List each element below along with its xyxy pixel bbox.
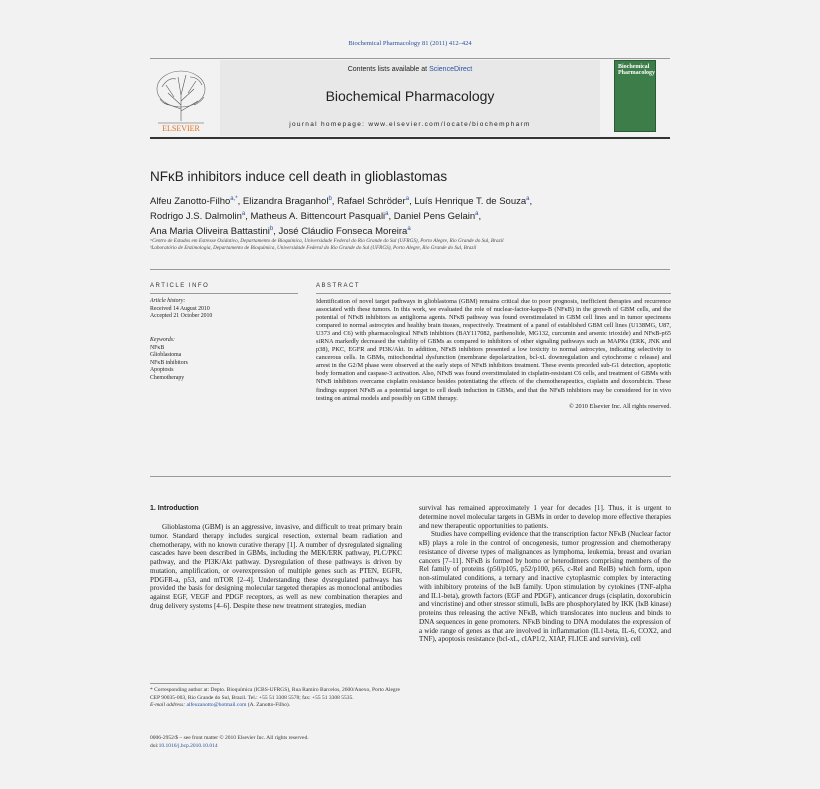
doi-link[interactable]: 10.1016/j.bcp.2010.10.014 (158, 742, 218, 749)
paper-title: NFκB inhibitors induce cell death in glioblastomas (150, 169, 448, 184)
author-separator: , (529, 196, 533, 208)
author-separator: , (409, 196, 415, 208)
abstract-bottom-rule (150, 476, 671, 477)
front-matter-notes (150, 735, 402, 750)
abstract-copyright: © 2010 Elsevier Inc. All rights reserved. (568, 402, 671, 410)
article-info-heading: ARTICLE INFO (150, 283, 210, 289)
journal-cover-title: Biochemical Pharmacology (618, 64, 655, 76)
contents-prefix: Contents lists available at (347, 66, 430, 73)
issn-line: 0006-2952/$ – see front matter © 2010 Elsevier Inc. All rights reserved. (150, 735, 309, 741)
journal-citation-line: Biochemical Pharmacology 81 (2011) 412–424 (348, 40, 472, 47)
sciencedirect-link[interactable]: ScienceDirect (429, 66, 473, 73)
author-separator: , (331, 196, 338, 208)
author-affiliation-marker[interactable]: a (405, 196, 410, 202)
author-name: Ana Maria Oliveira Battastini (150, 226, 270, 238)
affiliation-rule (150, 269, 670, 270)
abstract-text: Identification of novel target pathways in glioblastoma (GBM) remains critical due to poor prognosis, inefficient therapies and recurrence associated with these tumors. In this work, we evaluated the role of nuclear-factor-kappa-B (NFκB) in the growth of GBM cells, and the potential of NFκB inhibitors as antiglioma agents. NFκB pathway was found overstimulated in GBM cell lines and in tumor specimens compared to normal astrocytes and healthy brain tissues, respectively. Treatment of a panel of established GBM cell lines (U138MG, U87, U373 and C6) with pharmacological NFκB inhibitors (BAY117082, parthenolide, MG132, curcumin and arsenic trioxide) and NFκB-p65 siRNA markedly decreased the viability of GBMs as compared to inhibitors of other signaling pathways such as MAPKs (ERK, JNK and p38), PKC, EGFR and PI3K/Akt. In addition, NFκB inhibitors presented a low toxicity to normal astrocytes, indicating selectivity to cancerous cells. In GBMs, mitochondrial dysfunction (membrane depolarization, bcl-xL downregulation and cytochrome c release) and arrest in the G2/M phase were observed at the early steps of NFκB inhibitors treatment. These events preceded sub-G1 detection, apoptotic body formation and caspase-3 activation. Also, NFκB was found overstimulated in cisplatin-resistant C6 cells, and treatment of GBMs with NFκB inhibitors overcame cisplatin resistance besides potentiating the effects of the chemotherapeutics, cisplatin and doxorubicin. These findings support NFκB as a potential target to cell death induction in GBMs, and that the NFκB inhibitors may be considered for in vivo testing on animal models and possibly on GBM therapy. (316, 298, 671, 402)
author-separator: , (388, 211, 394, 223)
introduction-heading: 1. Introduction (150, 505, 199, 512)
publisher-name: ELSEVIER (162, 124, 200, 133)
author-affiliation-marker[interactable]: b (328, 196, 332, 202)
author-affiliation-marker[interactable]: a,* (230, 196, 238, 202)
affiliations (150, 238, 670, 252)
doi-line (150, 743, 402, 751)
abstract-heading: ABSTRACT (316, 283, 361, 289)
contents-line (220, 66, 600, 73)
footnote-rule (150, 683, 220, 684)
author-name: Luís Henrique T. de Souza (414, 196, 527, 208)
author-affiliation-marker[interactable]: a (241, 211, 246, 218)
author-name: Rodrigo J.S. Dalmolin (150, 211, 242, 223)
intro-paragraph: Studies have compelling evidence that the transcription factor NFκB (Nuclear factor κB) plays a role in the control of oncogenesis, tumor progression and chemotherapy resistance of diverse types of malignances as lymphoma, leukemia, breast and ovarian cancers [7–11]. NFκB is formed by homo or heterodimers comprising members of the Rel family of proteins (p50/p105, p52/p100, p65, c-Rel and RelB) which form, upon non-stimulated conditions, a ternary and inactive cytoplasmic complex by interacting with inhibitory proteins of the IκB family. Upon stimulation by cytokines (TNF-alpha and IL1-beta), growth factors (EGF and PDGF), anticancer drugs (cisplatin, doxorubicin and vincristine) and other stressor stimuli, IκBs are phosphorylated by IKK (IκB kinase) proteins thus releasing the active NFκB, which translocates into nucleus and binds to DNA sequences in gene promoters. NFκB binding to DNA modulates the expression of a wide range of genes as that are involved in inflammation (IL1-beta, IL-6, COX2, and TNF), apoptosis resistance (bcl-xL, cIAP1/2, XIAP, FLICE and survivin), cell (419, 530, 671, 644)
history-label: Article history: (150, 298, 186, 304)
author-list (150, 193, 650, 238)
author-name: Alfeu Zanotto-Filho (150, 196, 231, 208)
author-affiliation-marker[interactable]: a (385, 211, 389, 218)
abstract-rule (316, 293, 671, 294)
keyword: NFκB inhibitors (150, 359, 188, 366)
corresponding-author-note: * Corresponding author at: Depto. Bioquímica (ICBS-UFRGS), Rua Ramiro Barcelos, 2600/Anexo, Porto Alegre CEP 90035-003, Rio Grande do Sul, Brazil. Tel.: +55 51 3308 5578; fax: +55 51 3308 5535. (150, 687, 400, 701)
article-history (150, 298, 300, 321)
affiliation-a: ᵃCentro de Estudos em Estresse Oxidativo, Departamento de Bioquímica, Universidade Federal do Rio Grande do Sul (UFRGS), Porto Alegre, Rio Grande do Sul, Brazil (150, 238, 504, 244)
author-name: Rafael Schröder (337, 196, 406, 208)
email-line (150, 702, 402, 710)
body-column-right (419, 504, 671, 644)
elsevier-tree-logo (150, 65, 212, 133)
author-separator: , (237, 196, 243, 208)
affiliation-b: ᵇLaboratório de Enzimologia, Departamento de Bioquímica, Universidade Federal do Rio Grande do Sul (UFRGS), Porto Alegre, Rio Grande do Sul, Brazil (150, 245, 477, 251)
email-link[interactable]: alfeuzanotto@hotmail.com (186, 702, 247, 708)
keywords-label: Keywords: (150, 337, 175, 343)
accepted-date: Accepted 21 October 2010 (150, 313, 213, 319)
author-affiliation-marker[interactable]: b (269, 226, 274, 233)
author-separator: , (273, 226, 279, 238)
author-affiliation-marker[interactable]: a (526, 196, 530, 202)
doi-prefix: doi: (150, 742, 159, 749)
received-date: Received 14 August 2010 (150, 305, 210, 312)
author-name: Matheus A. Bittencourt Pasquali (250, 211, 386, 223)
header-rule-bottom (150, 137, 670, 139)
keyword: NFκB (150, 344, 165, 351)
author-affiliation-marker[interactable]: a (475, 211, 479, 218)
author-name: Elizandra Braganhol (242, 196, 329, 208)
keyword: Chemotherapy (150, 374, 185, 381)
author-name: Daniel Pens Gelain (393, 211, 476, 223)
author-separator: , (245, 211, 251, 223)
abstract-body (316, 298, 671, 411)
intro-paragraph: survival has remained approximately 1 year for decades [1]. Thus, it is urgent to determine novel molecular targets in GBMs in order to develop more effective therapies and new therapeutic opportunities to patients. (419, 504, 671, 530)
journal-name: Biochemical Pharmacology (325, 88, 495, 104)
keywords-block (150, 337, 300, 382)
author-separator: , (478, 211, 482, 223)
article-info-rule (150, 293, 298, 294)
keyword: Apoptosis (150, 367, 174, 373)
header-rule-top (150, 58, 670, 59)
keyword: Glioblastoma (150, 352, 182, 358)
footnotes (150, 687, 402, 710)
author-affiliation-marker[interactable]: a (407, 226, 411, 233)
email-label: E-mail address: (150, 702, 187, 708)
body-column-left (150, 523, 402, 611)
journal-homepage[interactable]: journal homepage: www.elsevier.com/locate/biochempharm (289, 121, 531, 128)
email-suffix: (A. Zanotto-Filho). (246, 702, 291, 708)
author-name: José Cláudio Fonseca Moreira (278, 226, 408, 238)
intro-paragraph: Glioblastoma (GBM) is an aggressive, invasive, and difficult to treat primary brain tumor. Standard therapy includes surgical resection, external beam radiation and chemotherapy, with no known curative therapy [1]. A number of dysregulated signaling cascades have been described in GBMs, including the MEK/ERK pathway, PLC/PKC pathway, and the PI3K/Akt pathway. Dysregulation of these pathways is driven by mutation, amplification, or overexpression of multiple genes such as PTEN, EGFR, PDGFR-a, p53, and mTOR [2–4]. Understanding these dysregulated pathways has provided the basis for designing molecular targeted therapies as monoclonal antibodies against EGF, VEGF and PDGF receptors, as well as new combination therapies and drug delivery systems [4–6]. Despite these new treatment strategies, median (150, 523, 402, 610)
